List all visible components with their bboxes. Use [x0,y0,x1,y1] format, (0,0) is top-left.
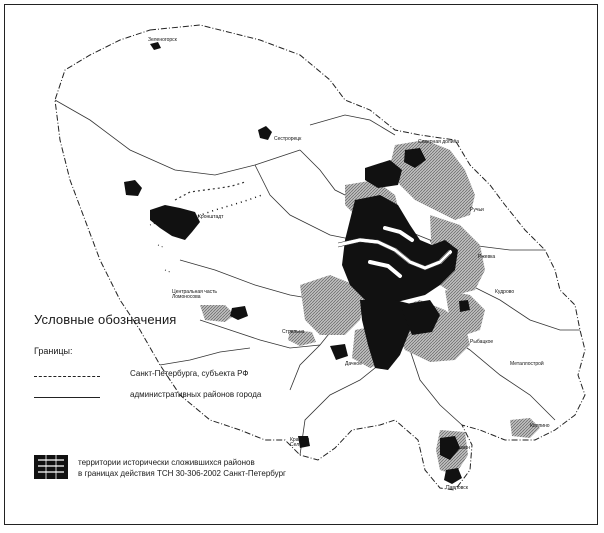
dam-line [198,195,262,216]
label-strelna: Стрельна [282,329,305,335]
label-lomonosov: Центральная часть Ломоносова [172,289,218,300]
label-sestroretsk: Сестрорецк [274,136,302,142]
label-pavlovsk: Павловск [446,485,468,491]
legend-historic-line2: в границах действия ТСН 30-306-2002 Санкт-Петербург [78,469,286,478]
legend-district-boundary-label: административных районов города [130,390,262,399]
coastline [175,182,245,200]
legend-boundaries-label: Границы: [34,346,73,356]
district-boundaries [55,100,580,455]
label-dachnoe: Дачное [345,361,362,367]
city-boundary [55,25,585,490]
label-pushkin: Пушкин [452,445,470,451]
legend-city-boundary-label: Санкт-Петербурга, субъекта РФ [130,369,249,378]
label-kronshtadt: Кронштадт [198,214,224,220]
label-krasnoe-selo: Красное Село [290,437,310,448]
legend-district-boundary-line [34,397,100,398]
legend-city-boundary-line [34,376,100,377]
label-rzhevka: Ржевка [478,254,496,260]
label-kolpino: Колпино [530,423,550,429]
label-severnaya-dolina: Северная долина [418,139,460,145]
label-zelenogorsk: Зеленогорск [148,37,177,43]
legend-historic-symbol [34,455,68,479]
label-rybatskoe: Рыбацкое [470,339,494,345]
label-metallostroy: Металлострой [510,361,544,367]
legend-historic-text [78,457,286,479]
label-kudrovo: Кудрово [495,289,515,295]
legend-title: Условные обозначения [34,312,177,327]
label-ruchyi: Ручьи [470,207,484,213]
legend-historic-line1: территории исторически сложившихся районов [78,458,255,467]
